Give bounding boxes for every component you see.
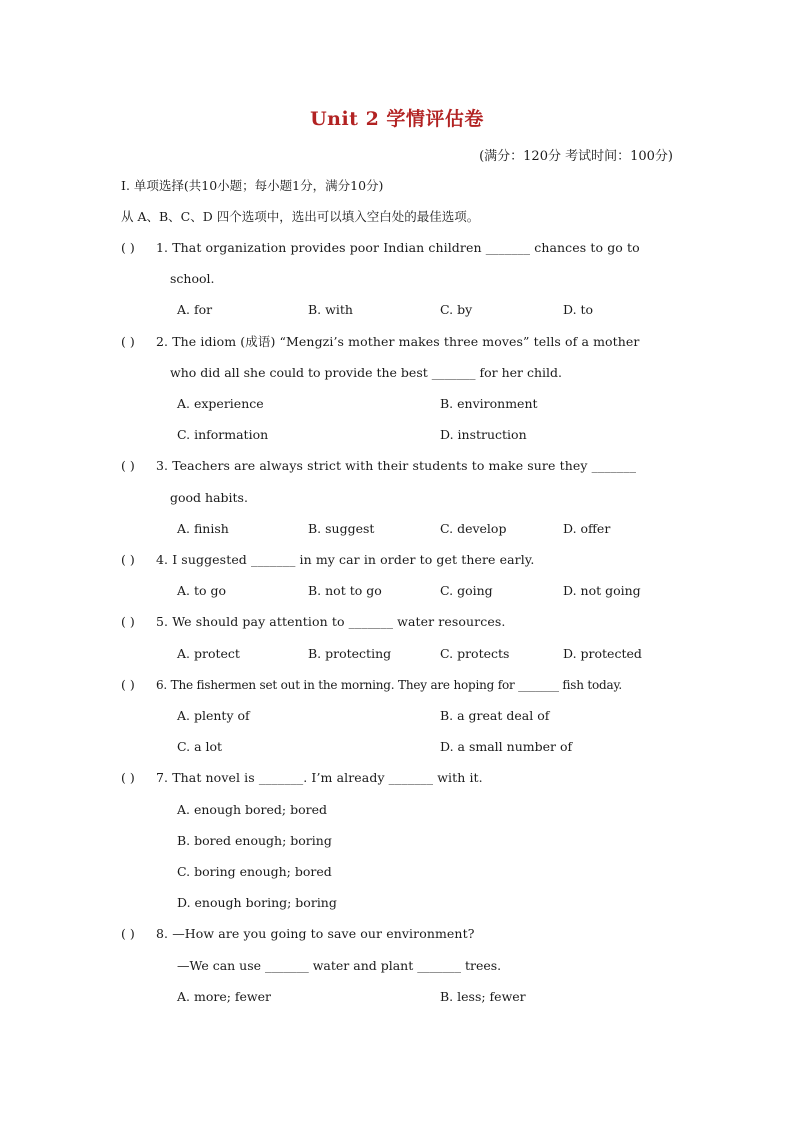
option-c[interactable]: C. boring enough; bored (177, 864, 332, 879)
option-a[interactable]: A. finish (177, 521, 229, 536)
question-stem: 7. That novel is _______. I’m already _______ with it. (156, 770, 483, 785)
option-c[interactable]: C. information (177, 427, 269, 442)
option-b[interactable]: B. environment (440, 396, 538, 411)
answer-blank[interactable]: ( ) (121, 334, 135, 349)
question-stem-continued: who did all she could to provide the best _______ for her child. (170, 365, 562, 380)
option-a[interactable]: A. plenty of (177, 708, 250, 723)
answer-blank[interactable]: ( ) (121, 240, 135, 255)
question-stem-continued: school. (170, 271, 215, 286)
option-c[interactable]: C. going (440, 583, 493, 598)
question-stem: 3. Teachers are always strict with their students to make sure they _______ (156, 458, 637, 473)
option-a[interactable]: A. enough bored; bored (177, 802, 328, 817)
option-b[interactable]: B. a great deal of (440, 708, 550, 723)
option-a[interactable]: A. to go (177, 583, 227, 598)
option-c[interactable]: C. develop (440, 521, 507, 536)
option-d[interactable]: D. offer (563, 521, 611, 536)
option-b[interactable]: B. protecting (308, 646, 392, 661)
question-stem: 8. —How are you going to save our environment? (156, 926, 475, 941)
option-c[interactable]: C. by (440, 302, 473, 317)
option-d[interactable]: D. not going (563, 583, 641, 598)
option-c[interactable]: C. protects (440, 646, 510, 661)
option-c[interactable]: C. a lot (177, 739, 223, 754)
question-stem: 5. We should pay attention to _______ water resources. (156, 614, 506, 629)
option-a[interactable]: A. experience (177, 396, 264, 411)
answer-blank[interactable]: ( ) (121, 677, 135, 692)
answer-blank[interactable]: ( ) (121, 770, 135, 785)
option-a[interactable]: A. for (177, 302, 213, 317)
option-d[interactable]: D. enough boring; boring (177, 895, 337, 910)
answer-blank[interactable]: ( ) (121, 926, 135, 941)
question-stem-continued: —We can use _______ water and plant _______ trees. (177, 958, 502, 973)
question-stem: 6. The fishermen set out in the morning. They are hoping for _______ fish today. (156, 678, 623, 692)
option-b[interactable]: B. suggest (308, 521, 375, 536)
option-b[interactable]: B. with (308, 302, 353, 317)
option-a[interactable]: A. protect (177, 646, 240, 661)
answer-blank[interactable]: ( ) (121, 614, 135, 629)
question-stem: 2. The idiom (成语) “Mengzi’s mother makes three moves” tells of a mother (156, 334, 640, 349)
option-b[interactable]: B. not to go (308, 583, 382, 598)
option-d[interactable]: D. a small number of (440, 739, 573, 754)
option-a[interactable]: A. more; fewer (177, 989, 272, 1004)
option-d[interactable]: D. instruction (440, 427, 527, 442)
section-instruction: 从 A、B、C、D 四个选项中，选出可以填入空白处的最佳选项。 (121, 209, 480, 224)
option-b[interactable]: B. less; fewer (440, 989, 526, 1004)
exam-meta: (满分：120分 考试时间：100分) (479, 149, 673, 164)
answer-blank[interactable]: ( ) (121, 458, 135, 473)
page-title: Unit 2 学情评估卷 (310, 108, 484, 130)
answer-blank[interactable]: ( ) (121, 552, 135, 567)
question-stem: 1. That organization provides poor Indian children _______ chances to go to (156, 240, 640, 255)
option-d[interactable]: D. protected (563, 646, 642, 661)
question-stem-continued: good habits. (170, 490, 248, 505)
option-d[interactable]: D. to (563, 302, 594, 317)
section-heading: I. 单项选择(共10小题；每小题1分，满分10分) (121, 178, 384, 193)
option-b[interactable]: B. bored enough; boring (177, 833, 332, 848)
question-stem: 4. I suggested _______ in my car in order to get there early. (156, 552, 535, 567)
